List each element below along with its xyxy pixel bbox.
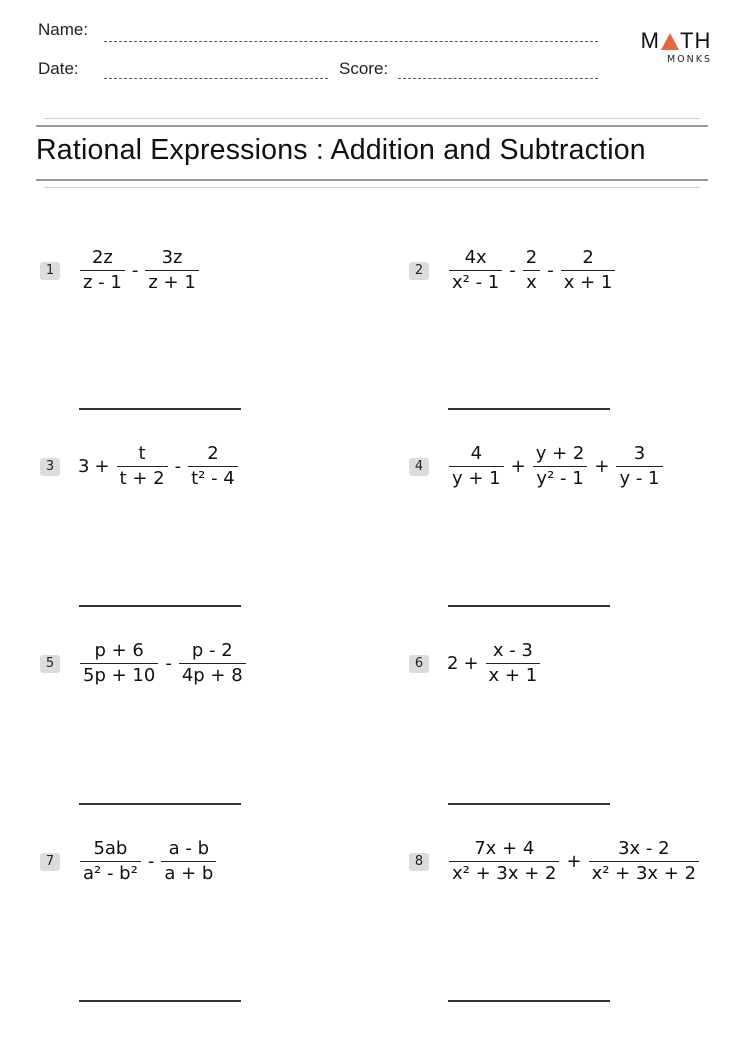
- leading-term: 2: [447, 652, 459, 674]
- numerator: y + 2: [535, 443, 585, 464]
- operator: -: [131, 259, 139, 281]
- denominator: z + 1: [145, 270, 198, 293]
- denominator: x² + 3x + 2: [449, 861, 559, 884]
- operator: -: [174, 455, 182, 477]
- fraction: [589, 839, 699, 884]
- fraction: [161, 839, 216, 884]
- divider: [44, 187, 700, 188]
- problem-number-badge: 7: [40, 853, 60, 871]
- numerator: 4: [470, 443, 483, 464]
- answer-line-8[interactable]: [448, 1000, 610, 1002]
- numerator: p + 6: [94, 640, 144, 661]
- denominator: z - 1: [80, 270, 125, 293]
- fraction: [80, 839, 141, 884]
- denominator: a + b: [161, 861, 216, 884]
- problem-7: [40, 839, 218, 884]
- numerator: 3z: [161, 247, 183, 268]
- denominator: y - 1: [616, 466, 662, 489]
- numerator: 2: [525, 247, 538, 268]
- denominator: x + 1: [486, 663, 541, 686]
- problem-3: [40, 444, 240, 489]
- denominator: x: [523, 270, 540, 293]
- problem-6: [409, 641, 542, 686]
- answer-line-7[interactable]: [79, 1000, 241, 1002]
- page-title: Rational Expressions : Addition and Subtraction: [36, 134, 646, 166]
- denominator: x + 1: [561, 270, 616, 293]
- numerator: 3x - 2: [618, 838, 670, 859]
- operator: +: [566, 850, 582, 872]
- problem-number-badge: 4: [409, 458, 429, 476]
- fraction: [523, 248, 540, 293]
- expression: [447, 839, 701, 884]
- problem-4: [409, 444, 665, 489]
- denominator: a² - b²: [80, 861, 141, 884]
- numerator: 2z: [91, 247, 113, 268]
- denominator: y² - 1: [533, 466, 586, 489]
- divider: [44, 118, 700, 119]
- name-label: Name:: [38, 20, 89, 39]
- problem-number-badge: 8: [409, 853, 429, 871]
- fraction: [486, 641, 541, 686]
- fraction: [117, 444, 168, 489]
- problem-2: [409, 248, 617, 293]
- fraction: [179, 641, 246, 686]
- operator: +: [94, 455, 110, 477]
- fraction: [449, 444, 504, 489]
- triangle-icon: [661, 33, 679, 50]
- answer-line-3[interactable]: [79, 605, 241, 607]
- answer-line-4[interactable]: [448, 605, 610, 607]
- problem-number-badge: 2: [409, 262, 429, 280]
- denominator: 5p + 10: [80, 663, 158, 686]
- operator: -: [147, 850, 155, 872]
- denominator: x² - 1: [449, 270, 502, 293]
- expression: [78, 641, 248, 686]
- denominator: x² + 3x + 2: [589, 861, 699, 884]
- leading-term: 3: [78, 455, 90, 477]
- problem-number-badge: 6: [409, 655, 429, 673]
- answer-line-1[interactable]: [79, 408, 241, 410]
- name-field[interactable]: [104, 41, 598, 42]
- denominator: y + 1: [449, 466, 504, 489]
- logo-text-left: M: [640, 28, 660, 53]
- answer-line-6[interactable]: [448, 803, 610, 805]
- expression: [78, 839, 218, 884]
- numerator: 5ab: [93, 838, 128, 859]
- expression: [78, 444, 240, 489]
- answer-line-2[interactable]: [448, 408, 610, 410]
- operator: +: [463, 652, 479, 674]
- logo-text-right: TH: [680, 28, 712, 53]
- denominator: t + 2: [117, 466, 168, 489]
- divider: [36, 125, 708, 127]
- expression: [447, 444, 665, 489]
- numerator: 2: [582, 247, 594, 268]
- problem-number-badge: 5: [40, 655, 60, 673]
- denominator: t² - 4: [188, 466, 238, 489]
- problem-number-badge: 3: [40, 458, 60, 476]
- denominator: 4p + 8: [179, 663, 246, 686]
- fraction: [616, 444, 662, 489]
- fraction: [533, 444, 588, 489]
- score-label: Score:: [339, 59, 389, 78]
- fraction: [188, 444, 238, 489]
- operator: -: [547, 259, 554, 281]
- numerator: 4x: [464, 247, 487, 268]
- operator: +: [510, 455, 526, 477]
- fraction: [449, 839, 559, 884]
- fraction: [145, 248, 198, 293]
- problem-1: [40, 248, 201, 293]
- problem-number-badge: 1: [40, 262, 60, 280]
- fraction: [449, 248, 502, 293]
- expression: [447, 248, 617, 293]
- fraction: [80, 248, 125, 293]
- numerator: 7x + 4: [474, 838, 535, 859]
- date-label: Date:: [38, 59, 79, 78]
- numerator: 2: [207, 443, 219, 464]
- expression: [78, 248, 201, 293]
- operator: -: [165, 652, 172, 674]
- score-field[interactable]: [398, 78, 598, 79]
- numerator: x - 3: [492, 640, 533, 661]
- numerator: t: [138, 443, 146, 464]
- fraction: [561, 248, 616, 293]
- expression: [447, 641, 542, 686]
- problem-8: [409, 839, 701, 884]
- numerator: a - b: [168, 838, 210, 859]
- logo-subtext: MONKS: [666, 54, 712, 65]
- problem-5: [40, 641, 248, 686]
- operator: +: [594, 455, 610, 477]
- numerator: p - 2: [191, 640, 233, 661]
- operator: -: [509, 259, 516, 281]
- date-field[interactable]: [104, 78, 328, 79]
- divider: [36, 179, 708, 181]
- math-monks-logo: [640, 30, 712, 65]
- fraction: [80, 641, 158, 686]
- answer-line-5[interactable]: [79, 803, 241, 805]
- numerator: 3: [633, 443, 646, 464]
